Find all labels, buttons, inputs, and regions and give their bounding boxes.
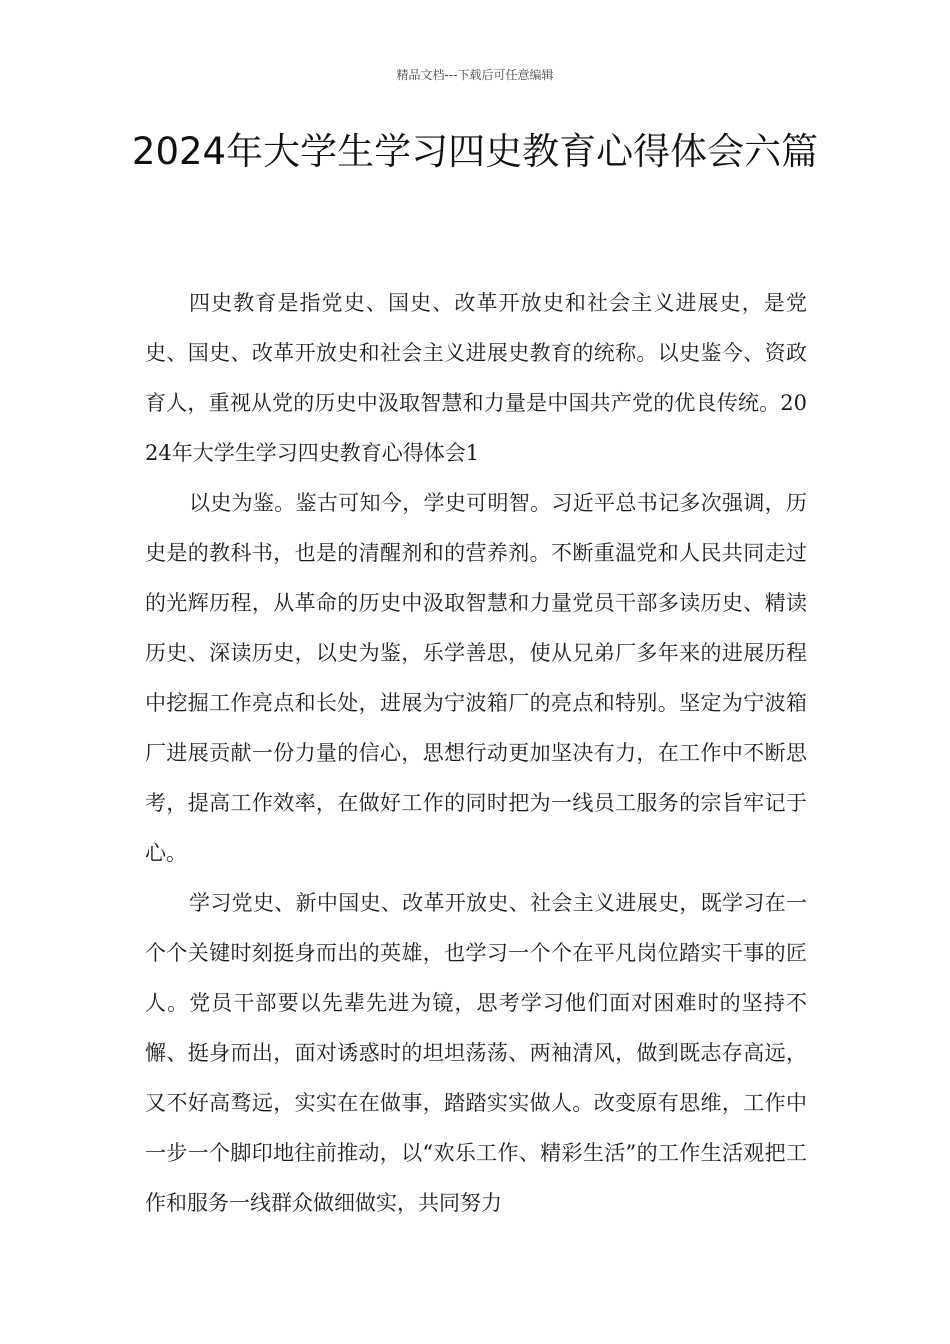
paragraph-2: 以史为鉴。鉴古可知今，学史可明智。习近平总书记多次强调，历史是的教科书，也是的清醒剂和的营养剂。不断重温党和人民共同走过的光辉历程，从革命的历史中汲取智慧和力量党员干部多读历史、精读历史、深读历史，以史为鉴，乐学善思，使从兄弟厂多年来的进展历程中挖掘工作亮点和长处，进展为宁波箱厂的亮点和特别。坚定为宁波箱厂进展贡献一份力量的信心，思想行动更加坚决有力，在工作中不断思考，提高工作效率，在做好工作的同时把为一线员工服务的宗旨牢记于心。 [145, 491, 807, 865]
document-title: 2024年大学生学习四史教育心得体会六篇 [131, 130, 819, 173]
document-body [145, 278, 807, 1228]
paragraph-3: 学习党史、新中国史、改革开放史、社会主义进展史，既学习在一个个关键时刻挺身而出的英雄，也学习一个个在平凡岗位踏实干事的匠人。党员干部要以先辈先进为镜，思考学习他们面对困难时的坚持不懈、挺身而出，面对诱惑时的坦坦荡荡、两袖清风，做到既志存高远，又不好高骛远，实实在在做事，踏踏实实做人。改变原有思维，工作中一步一个脚印地往前推动，以“欢乐工作、精彩生活”的工作生活观把工作和服务一线群众做细做实，共同努力 [145, 891, 807, 1215]
header-note: 精品文档---下载后可任意编辑 [396, 68, 554, 82]
paragraph-1: 四史教育是指党史、国史、改革开放史和社会主义进展史，是党史、国史、改革开放史和社会主义进展史教育的统称。以史鉴今、资政育人，重视从党的历史中汲取智慧和力量是中国共产党的优良传统。2024年大学生学习四史教育心得体会1 [145, 291, 807, 465]
